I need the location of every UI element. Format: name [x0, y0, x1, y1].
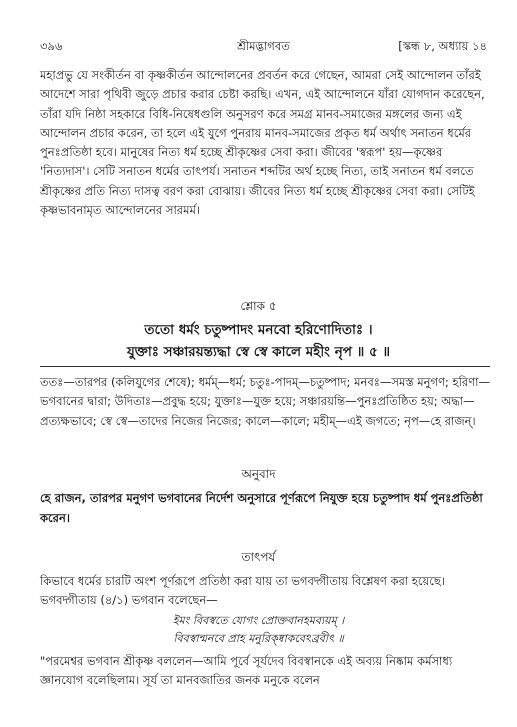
gita-verse-line-1: ইমং বিবস্বতে যোগং প্রোক্তবানহমব্যয়ম্ । — [172, 614, 345, 627]
purport-closing: "পরমেশ্বর ভগবান শ্রীকৃষ্ণ বললেন—আমি পূর্বে সূর্যদেব বিবস্বানকে এই অব্যয় নিষ্কাম কর্মসাধ্য জ্ঞানযোগ বলেছিলাম। সূর্য তা মানবজাতির জনক মনুকে বলেন — [40, 654, 453, 688]
shloka-heading: শ্লোক ৫ — [240, 299, 277, 313]
page-header — [40, 38, 487, 54]
running-title: শ্রীমদ্ভাগবত — [237, 39, 290, 53]
translation-text: হে রাজন, তারপর মনুগণ ভগবানের নির্দেশ অনুসারে পূর্ণরূপে নিযুক্ত হয়ে চতুষ্পাদ ধর্ম পুনঃপ্রতিষ্ঠা করেন। — [40, 491, 483, 525]
chapter-reference: [স্কন্ধ ৮, অধ্যায় ১৪ — [398, 39, 487, 53]
word-synonyms: ততঃ—তারপর (কলিযুগের শেষে); ধর্মম্—ধর্ম; চতুঃ-পাদম্—চতুষ্পাদ; মনবঃ—সমস্ত মনুগণ; হরিণা—ভগবানের দ্বারা; উদিতাঃ—প্রবুদ্ধ হয়ে; যুক্তাঃ—যুক্ত হয়ে; সঞ্চারয়ন্তি—পুনঃপ্রতিষ্ঠিত হয়; অদ্ধা—প্রত্যক্ষভাবে; স্বে স্বে—তাদের নিজের নিজের; কালে—কালে; মহীম্—এই জগতে; নৃপ—হে রাজন্। — [40, 375, 490, 428]
divider — [40, 366, 490, 367]
translation-heading: অনুবাদ — [241, 467, 276, 481]
purport-heading: তাৎপর্য — [241, 550, 276, 564]
shloka-line-2: যুক্তাঃ সঞ্চারয়ন্ত্যদ্ধা স্বে স্বে কালে মহীং নৃপ ॥ ৫ ॥ — [126, 344, 391, 360]
page-number: ৩৯৬ — [40, 39, 63, 53]
shloka-line-1: ততো ধর্মং চতুষ্পাদং মনবো হরিণোদিতাঃ । — [144, 322, 373, 338]
purport-text: কিভাবে ধর্মের চারটি অংশ পূর্ণরূপে প্রতিষ্ঠা করা যায় তা ভগবদ্গীতায় বিশ্লেষণ করা হয়েছে। ভগবদ্গীতায় (৪/১) ভগবান বলেছেন— — [40, 574, 445, 608]
gita-verse-line-2: বিবস্বান্মনবে প্রাহ মনুরিক্ষ্বাকবেঽব্রবীৎ ॥ — [173, 632, 344, 645]
purport-continuation: মহাপ্রভু যে সংকীর্তন বা কৃষ্ণকীর্তন আন্দোলনের প্রবর্তন করে গেছেন, আমরা সেই আন্দোলন তাঁরই আদেশে সারা পৃথিবী জুড়ে প্রচার করার চেষ্টা করছি। এখন, এই আন্দোলনে যাঁরা যোগদান করেছেন, তাঁরা যদি নিষ্ঠা সহকারে বিধি-নিষেধগুলি অনুসরণ করে সমগ্র মানব-সমাজের মঙ্গলের জন্য এই আন্দোলন প্রচার করেন, তা হলে এই যুগে পুনরায় মানব-সমাজের প্রকৃত ধর্ম অর্থাৎ সনাতন ধর্মের পুনঃপ্রতিষ্ঠা হবে। মানুষের নিত্য ধর্ম হচ্ছে শ্রীকৃষ্ণের সেবা করা। জীবের 'স্বরূপ' হয়—কৃষ্ণের 'নিত্যদাস'। সেটি সনাতন ধর্মের তাৎপর্য। সনাতন শব্দটির অর্থ হচ্ছে নিত্য, তাই সনাতন ধর্ম বলতে শ্রীকৃষ্ণের প্রতি নিত্য দাসত্ব বরণ করা বোঝায়। জীবের নিত্য ধর্ম হচ্ছে শ্রীকৃষ্ণের সেবা করা। সেটিই কৃষ্ণভাবনামৃত আন্দোলনের সারমর্ম। — [40, 68, 485, 218]
